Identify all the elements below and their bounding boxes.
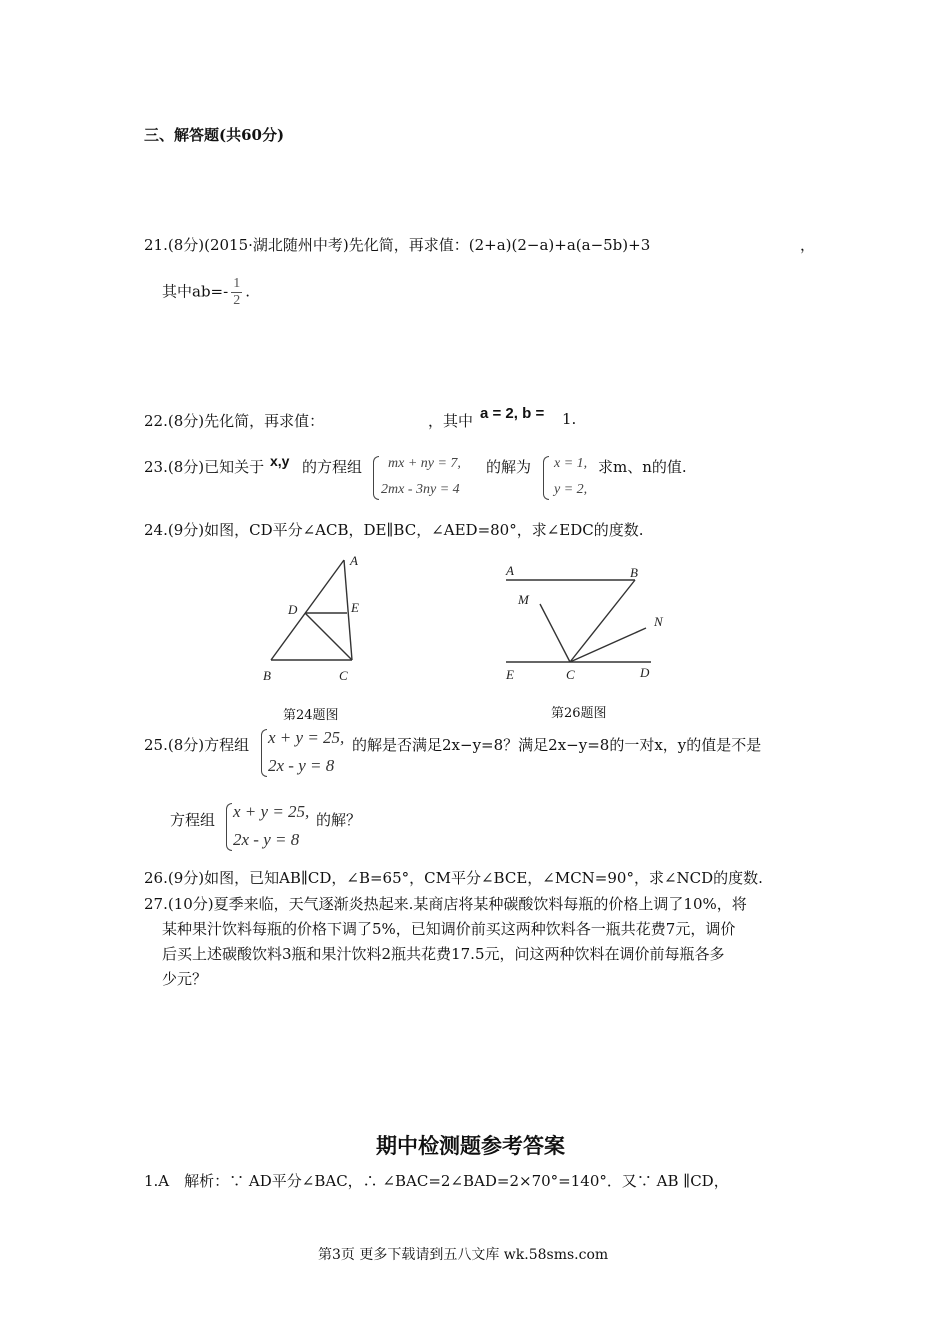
q23-eq2: 2mx - 3ny = 4 — [381, 482, 460, 497]
q22-condition: a = 2, b = — [480, 405, 545, 422]
q21-line1: 21.(8分)(2015·湖北随州中考)先化简，再求值：(2+a)(2−a)+a(a−5b)+3 — [144, 236, 651, 254]
q26-text: 26.(9分)如图，已知AB∥CD，∠B=65°，CM平分∠BCE，∠MCN=90°，求∠NCD的度数. — [144, 869, 763, 887]
q23-text2: 的方程组 — [302, 458, 363, 476]
fig24-segment-DC — [305, 613, 352, 660]
q23-sol2: y = 2, — [554, 482, 588, 497]
fig24-label-A: A — [350, 553, 358, 568]
answers-title: 期中检测题参考答案 — [376, 1133, 565, 1158]
fig24-segment-AB — [271, 560, 344, 660]
q25-text2: 的解是否满足2x−y=8？满足2x−y=8的一对x，y的值是不是 — [352, 736, 762, 754]
page-footer: 第3页 更多下载请到五八文库 wk.58sms.com — [318, 1247, 609, 1263]
fig26-label-A: A — [506, 563, 514, 578]
fig26-segment-CN — [570, 628, 646, 662]
fig24-caption: 第24题图 — [283, 708, 339, 723]
q23-text1: 23.(8分)已知关于 — [144, 458, 265, 476]
q23-sol1: x = 1, — [554, 456, 588, 471]
q25-system-brace-2 — [226, 803, 232, 851]
q23-system-brace — [373, 456, 379, 500]
q23-vars: x,y — [270, 453, 290, 469]
q25-eq2: 2x - y = 8 — [268, 756, 335, 775]
q21-condition-suffix: . — [245, 282, 250, 301]
fig24-label-C: C — [339, 668, 348, 683]
fig24-label-B: B — [263, 668, 271, 683]
q25-eq1: x + y = 25, — [268, 728, 345, 747]
q22-text1: 22.(8分)先化简，再求值： — [144, 412, 325, 430]
q25-system-brace-1 — [261, 729, 267, 777]
fig26-label-B: B — [630, 565, 638, 580]
section-title: 三、解答题(共60分) — [144, 126, 285, 144]
q23-text4: 求m、n的值. — [598, 458, 687, 476]
q22-text2: ，其中 — [428, 412, 474, 430]
fig26-label-M: M — [518, 592, 529, 607]
fig26-label-C: C — [566, 667, 575, 682]
figure-24 — [258, 550, 378, 686]
fig26-label-N: N — [654, 614, 663, 629]
q22-text3: 1. — [562, 410, 577, 428]
fig26-segment-CM — [540, 604, 570, 662]
q21-condition-prefix: 其中ab=- — [162, 282, 229, 301]
q25-text4: 的解？ — [316, 811, 362, 829]
q23-text3: 的解为 — [486, 458, 532, 476]
figure-26 — [498, 560, 674, 686]
q27-line3: 后买上述碳酸饮料3瓶和果汁饮料2瓶共花费17.5元，问这两种饮料在调价前每瓶各多 — [162, 945, 725, 963]
fig26-segment-CB — [570, 580, 635, 662]
q25-text3: 方程组 — [170, 811, 216, 829]
q25-eq1-repeat: x + y = 25, — [233, 802, 310, 821]
fig26-label-E: E — [506, 667, 514, 682]
q21-comma: ， — [800, 236, 816, 254]
q27-line2: 某种果汁饮料每瓶的价格下调了5%，已知调价前买这两种饮料各一瓶共花费7元，调价 — [162, 920, 736, 938]
fig24-label-E: E — [351, 600, 359, 615]
q23-eq1: mx + ny = 7, — [388, 456, 461, 471]
q27-line1: 27.(10分)夏季来临，天气逐渐炎热起来.某商店将某种碳酸饮料每瓶的价格上调了10%，将 — [144, 895, 747, 913]
fig24-label-D: D — [288, 602, 298, 617]
q23-solution-brace — [543, 456, 549, 500]
fig26-label-D: D — [640, 665, 650, 680]
q25-text1: 25.(8分)方程组 — [144, 736, 250, 754]
answers-line1: 1.A 解析：∵ AD平分∠BAC，∴ ∠BAC=2∠BAD=2×70°=140°．又∵ AB ∥CD， — [144, 1172, 729, 1190]
q25-eq2-repeat: 2x - y = 8 — [233, 830, 300, 849]
q27-line4: 少元？ — [162, 970, 208, 988]
q21-fraction — [231, 276, 242, 309]
q21-fraction-denominator: 2 — [233, 293, 241, 308]
q24-text: 24.(9分)如图，CD平分∠ACB，DE∥BC，∠AED=80°，求∠EDC的度数. — [144, 521, 644, 539]
fig26-caption: 第26题图 — [551, 706, 607, 721]
q21-fraction-numerator: 1 — [233, 276, 241, 291]
q21-line2 — [162, 276, 250, 309]
